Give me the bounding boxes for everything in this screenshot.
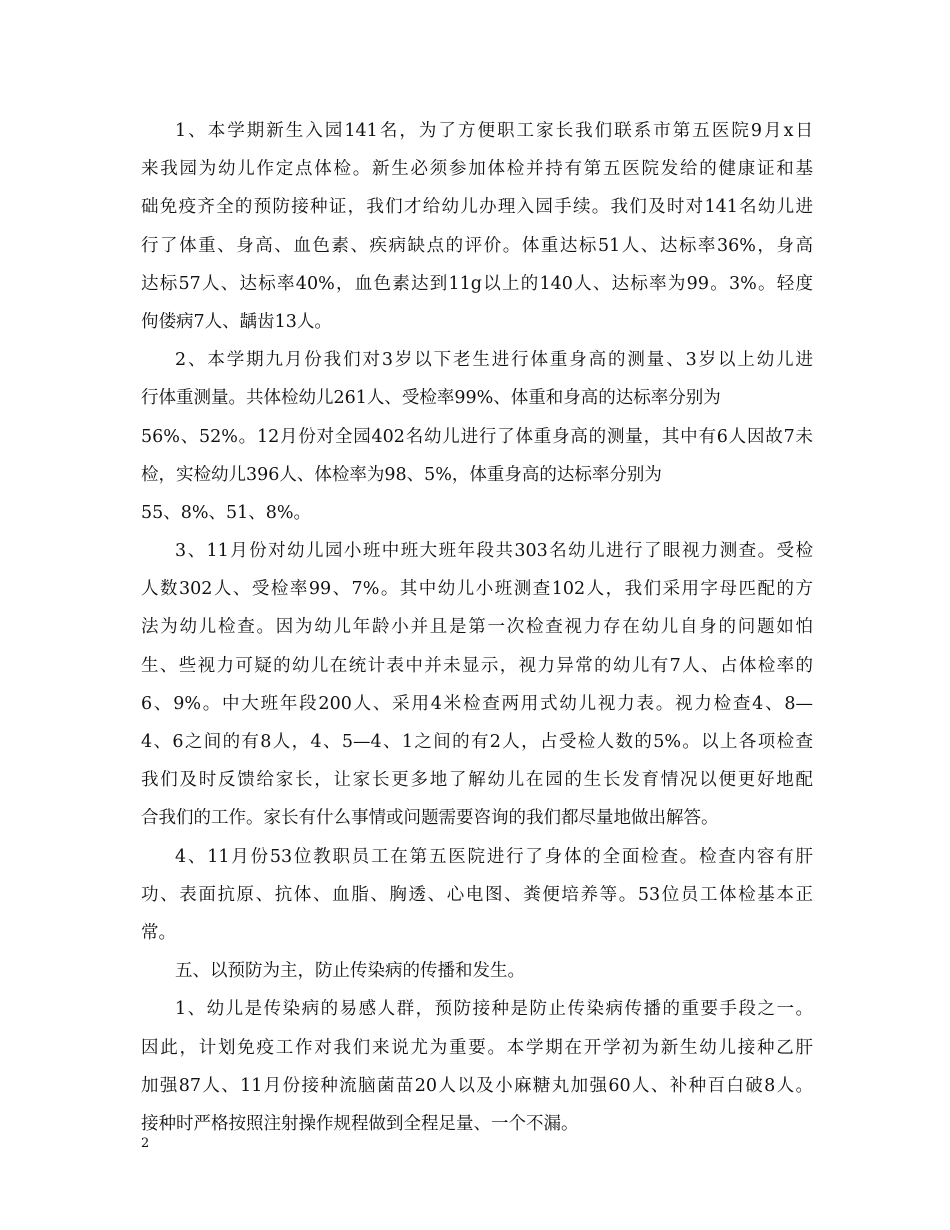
text-line: 4、6之间的有8人，4、5—4、1之间的有2人，占受检人数的5%。以上各项检查 [141,732,813,752]
text-line: 佝偻病7人、龋齿13人。 [141,311,332,332]
text-line: 4、11月份53位教职员工在第五医院进行了身体的全面检查。检查内容有肝 [175,846,813,867]
text-line: 因此，计划免疫工作对我们来说尤为重要。本学期在开学初为新生幼儿接种乙肝 [141,1037,813,1058]
text-line: 加强87人、11月份接种流脑菌苗20人以及小麻糖丸加强60人、补种百白破8人。 [141,1075,813,1096]
text-line: 合我们的工作。家长有什么事情或问题需要咨询的我们都尽量地做出解答。 [141,808,719,829]
text-line: 五、以预防为主，防止传染病的传播和发生。 [175,961,525,982]
document-body [141,112,813,1143]
text-line: 1、本学期新生入园141名，为了方便职工家长我们联系市第五医院9月x日 [175,121,813,141]
text-line: 来我园为幼儿作定点体检。新生必须参加体检并持有第五医院发给的健康证和基 [141,159,813,180]
text-line: 56%、52%。12月份对全园402名幼儿进行了体重身高的测量，其中有6人因故7未 [141,426,813,447]
text-line: 常。 [141,922,176,943]
text-line: 2、本学期九月份我们对3岁以下老生进行体重身高的测量、3岁以上幼儿进 [175,350,813,371]
page-number: 2 [141,1136,150,1151]
text-line: 接种时严格按照注射操作规程做到全程足量、一个不漏。 [141,1113,579,1134]
text-line: 行体重测量。共体检幼儿261人、受检率99%、体重和身高的达标率分别为 [141,388,721,409]
text-line: 础免疫齐全的预防接种证，我们才给幼儿办理入园手续。我们及时对141名幼儿进 [141,197,813,218]
text-line: 我们及时反馈给家长，让家长更多地了解幼儿在园的生长发育情况以便更好地配 [141,770,813,791]
text-line: 6、9%。中大班年段200人、采用4米检查两用式幼儿视力表。视力检查4、8— [141,693,813,714]
text-line: 达标57人、达标率40%，血色素达到11g以上的140人、达标率为99。3%。轻度 [141,273,813,294]
text-line: 人数302人、受检率99、7%。其中幼儿小班测查102人，我们采用字母匹配的方 [141,579,813,600]
text-line: 生、些视力可疑的幼儿在统计表中并未显示，视力异常的幼儿有7人、占体检率的 [141,655,813,676]
text-line: 功、表面抗原、抗体、血脂、胸透、心电图、粪便培养等。53位员工体检基本正 [141,884,813,905]
text-line: 3、11月份对幼儿园小班中班大班年段共303名幼儿进行了眼视力测查。受检 [175,541,813,562]
text-line: 55、8%、51、8%。 [141,502,312,523]
text-line: 检，实检幼儿396人、体检率为98、5%，体重身高的达标率分别为 [141,464,662,485]
text-line: 行了体重、身高、血色素、疾病缺点的评价。体重达标51人、达标率36%，身高 [141,235,813,256]
text-line: 1、幼儿是传染病的易感人群，预防接种是防止传染病传播的重要手段之一。 [175,999,813,1020]
text-line: 法为幼儿检查。因为幼儿年龄小并且是第一次检查视力存在幼儿自身的问题如怕 [141,617,813,638]
